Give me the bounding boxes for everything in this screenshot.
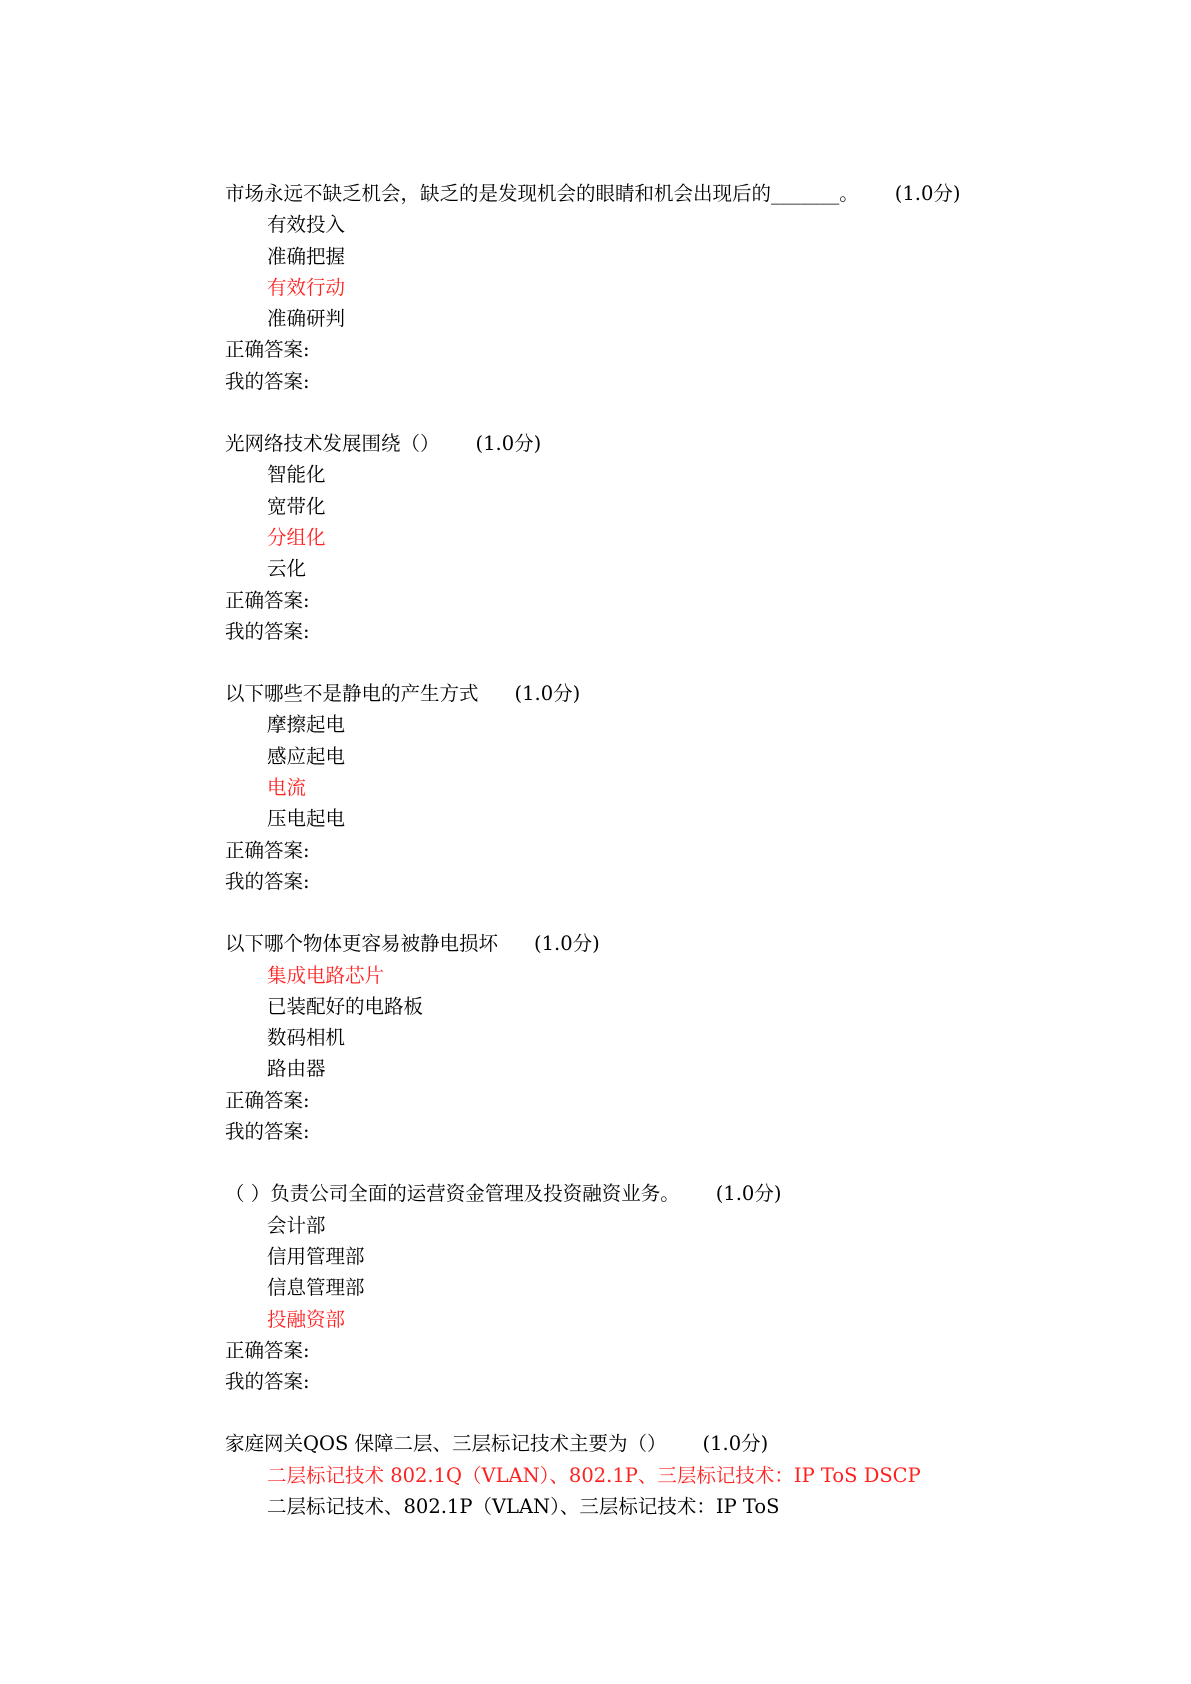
question-text: 家庭网关QOS 保障二层、三层标记技术主要为（）: [225, 1432, 667, 1456]
option: 摩擦起电: [267, 713, 346, 737]
question-text: 以下哪个物体更容易被静电损坏: [225, 932, 499, 956]
option-highlighted: 分组化: [267, 525, 326, 549]
question-line: [225, 1178, 1125, 1209]
my-answer-label: 我的答案:: [225, 1120, 310, 1144]
option-highlighted: 电流: [267, 776, 307, 800]
option: 云化: [267, 557, 307, 581]
option: 二层标记技术、802.1P（VLAN）、三层标记技术：IP ToS: [267, 1494, 780, 1518]
question-text: 光网络技术发展围绕（）: [225, 432, 440, 456]
question-score: (1.0分): [475, 432, 542, 456]
option: 准确研判: [267, 307, 346, 331]
question-score: (1.0分): [534, 932, 600, 956]
question-line: [225, 928, 1125, 959]
option: 感应起电: [267, 744, 346, 768]
question-block: [225, 678, 1125, 897]
question-block: [225, 1428, 1125, 1522]
question-text: 以下哪些不是静电的产生方式: [225, 682, 479, 706]
question-line: [225, 678, 1125, 709]
question-line: [225, 178, 1125, 209]
question-score: (1.0分): [702, 1432, 769, 1456]
option: 会计部: [267, 1213, 326, 1237]
question-block: [225, 1178, 1125, 1397]
question-text: （ ）负责公司全面的运营资金管理及投资融资业务。: [225, 1182, 680, 1206]
correct-answer-label: 正确答案:: [225, 1088, 310, 1112]
option: 数码相机: [267, 1026, 346, 1050]
correct-answer-label: 正确答案:: [225, 588, 310, 612]
option: 有效投入: [267, 213, 346, 237]
my-answer-label: 我的答案:: [225, 869, 310, 893]
question-score: (1.0分): [514, 682, 581, 706]
question-block: [225, 178, 1125, 397]
question-text: 市场永远不缺乏机会，缺乏的是发现机会的眼睛和机会出现后的_______。: [225, 182, 859, 205]
question-score: (1.0分): [715, 1182, 782, 1206]
option: 路由器: [267, 1057, 326, 1081]
question-line: [225, 428, 1125, 459]
question-block: [225, 928, 1125, 1147]
option: 压电起电: [267, 807, 346, 831]
option-highlighted: 集成电路芯片: [267, 963, 385, 987]
option: 宽带化: [267, 494, 326, 518]
my-answer-label: 我的答案:: [225, 369, 310, 393]
option-highlighted: 投融资部: [267, 1307, 346, 1331]
option-highlighted: 有效行动: [267, 275, 346, 299]
question-score: (1.0分): [894, 182, 961, 205]
question-block: [225, 428, 1125, 647]
quiz-list: [225, 178, 1125, 1522]
option: 准确把握: [267, 244, 346, 268]
my-answer-label: 我的答案:: [225, 619, 310, 643]
correct-answer-label: 正确答案:: [225, 338, 310, 362]
correct-answer-label: 正确答案:: [225, 838, 310, 862]
option-highlighted: 二层标记技术 802.1Q（VLAN）、802.1P、三层标记技术：IP ToS DSCP: [267, 1463, 921, 1487]
my-answer-label: 我的答案:: [225, 1370, 310, 1394]
option: 已装配好的电路板: [267, 994, 424, 1018]
option: 信用管理部: [267, 1244, 365, 1268]
correct-answer-label: 正确答案:: [225, 1338, 310, 1362]
option: 信息管理部: [267, 1276, 365, 1300]
option: 智能化: [267, 463, 326, 487]
question-line: [225, 1428, 1125, 1459]
